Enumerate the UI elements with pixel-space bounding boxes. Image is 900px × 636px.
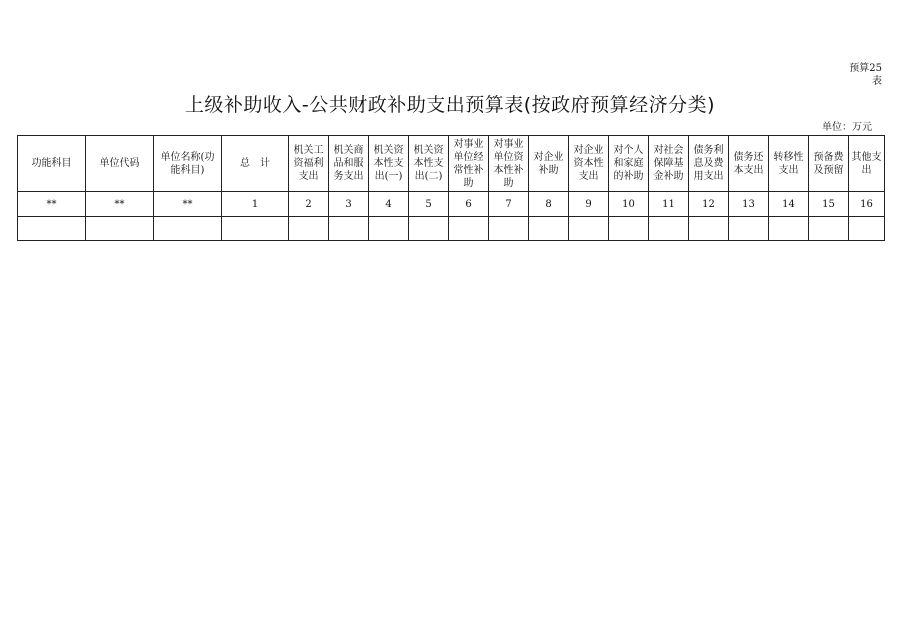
column-header-line: 出 <box>861 164 872 176</box>
column-header-line: 本性支 <box>373 158 404 169</box>
table-cell <box>289 217 329 241</box>
column-header-line: 的补助 <box>613 171 644 182</box>
column-header-line: 功能科目 <box>31 158 72 169</box>
column-header <box>489 136 529 192</box>
table-empty-row <box>18 217 885 241</box>
column-header-line: 常性补 <box>453 164 484 176</box>
column-header-line: 支出 <box>298 171 319 182</box>
column-header-line: 务支出 <box>333 171 364 182</box>
column-header <box>569 136 609 192</box>
column-header-line: 机关工 <box>293 145 324 156</box>
table-cell: 1 <box>222 192 289 217</box>
table-cell: 7 <box>489 192 529 217</box>
column-header-line: 品和服 <box>333 158 364 169</box>
column-header <box>329 136 369 192</box>
table-cell <box>18 217 86 241</box>
column-header-line: 金补助 <box>653 171 684 182</box>
table-cell: 16 <box>849 192 885 217</box>
column-header-line: 单位代码 <box>99 158 140 169</box>
table-cell <box>329 217 369 241</box>
column-header-line: 对企业 <box>533 151 564 163</box>
column-header-line: 本支出 <box>733 164 764 176</box>
table-cell: 12 <box>689 192 729 217</box>
column-header-line: 息及费 <box>693 158 724 169</box>
table-cell <box>86 217 154 241</box>
column-header-line: 用支出 <box>693 171 724 182</box>
column-header <box>769 136 809 192</box>
column-header-line: 出(一) <box>374 171 403 182</box>
column-header-line: 机关资 <box>413 145 444 156</box>
column-header-line: 机关商 <box>333 145 364 156</box>
column-header <box>154 136 222 192</box>
column-header <box>609 136 649 192</box>
form-number-line-2: 表 <box>872 76 882 87</box>
page-title: 上级补助收入-公共财政补助支出预算表(按政府预算经济分类) <box>184 94 716 116</box>
column-header <box>409 136 449 192</box>
column-header-line: 资本性 <box>573 158 604 169</box>
column-header <box>809 136 849 192</box>
column-header-line: 单位名称(功 <box>160 151 215 163</box>
column-header-line: 支出 <box>778 164 799 176</box>
unit-label: 单位：万元 <box>822 122 872 133</box>
column-header-line: 本性补 <box>493 164 524 176</box>
column-header-line: 对事业 <box>453 138 484 150</box>
table-cell <box>609 217 649 241</box>
column-header <box>529 136 569 192</box>
column-header-line: 单位经 <box>453 151 484 163</box>
table-cell <box>409 217 449 241</box>
column-header-line: 对事业 <box>493 138 524 150</box>
column-header-line: 债务利 <box>693 145 724 156</box>
column-header-line: 债务还 <box>733 151 764 163</box>
table-cell: 3 <box>329 192 369 217</box>
column-header <box>222 136 289 192</box>
table-cell: 6 <box>449 192 489 217</box>
table-cell <box>529 217 569 241</box>
table-header-row <box>18 136 885 192</box>
column-header-line: 能科目) <box>170 164 205 176</box>
column-header-line: 本性支 <box>413 158 444 169</box>
table-cell <box>729 217 769 241</box>
table-cell: 8 <box>529 192 569 217</box>
column-header-line: 资福利 <box>293 158 324 169</box>
table-cell <box>154 217 222 241</box>
column-header <box>86 136 154 192</box>
table-cell: ** <box>86 192 154 217</box>
column-header <box>729 136 769 192</box>
table-cell <box>689 217 729 241</box>
table-cell <box>369 217 409 241</box>
column-header <box>18 136 86 192</box>
column-header-line: 预备费 <box>813 151 844 163</box>
column-header-line: 助 <box>503 177 514 189</box>
table-cell: 11 <box>649 192 689 217</box>
column-header-line: 及预留 <box>813 164 844 176</box>
column-header <box>689 136 729 192</box>
column-header <box>849 136 885 192</box>
column-header-line: 对个人 <box>613 145 644 156</box>
table-cell: 14 <box>769 192 809 217</box>
column-header-line: 其他支 <box>851 151 882 163</box>
table-cell <box>809 217 849 241</box>
column-header-line: 机关资 <box>373 145 404 156</box>
table-cell: 9 <box>569 192 609 217</box>
table-cell: 4 <box>369 192 409 217</box>
column-header-line: 补助 <box>538 164 559 176</box>
table-cell <box>449 217 489 241</box>
table-cell: 5 <box>409 192 449 217</box>
table-cell: 2 <box>289 192 329 217</box>
table-cell: ** <box>18 192 86 217</box>
form-number <box>842 62 882 88</box>
column-header <box>289 136 329 192</box>
table-cell <box>569 217 609 241</box>
column-header-line: 对社会 <box>653 145 684 156</box>
budget-table <box>17 135 885 241</box>
column-header <box>649 136 689 192</box>
column-header <box>369 136 409 192</box>
table-cell <box>769 217 809 241</box>
column-header-line: 对企业 <box>573 145 604 156</box>
column-header-line: 出(二) <box>414 171 443 182</box>
table-cell <box>849 217 885 241</box>
column-header-line: 支出 <box>578 171 599 182</box>
column-header-line: 单位资 <box>493 151 524 163</box>
table-cell <box>222 217 289 241</box>
column-header-line: 转移性 <box>773 151 804 163</box>
table-number-row <box>18 192 885 217</box>
table-cell <box>489 217 529 241</box>
column-header <box>449 136 489 192</box>
table-cell <box>649 217 689 241</box>
column-header-line: 总 计 <box>240 158 270 169</box>
table-cell: ** <box>154 192 222 217</box>
column-header-line: 助 <box>463 177 474 189</box>
column-header-line: 保障基 <box>653 158 684 169</box>
table-cell: 10 <box>609 192 649 217</box>
table-cell: 13 <box>729 192 769 217</box>
form-number-line-1: 预算25 <box>849 63 882 74</box>
table-cell: 15 <box>809 192 849 217</box>
column-header-line: 和家庭 <box>613 158 644 169</box>
